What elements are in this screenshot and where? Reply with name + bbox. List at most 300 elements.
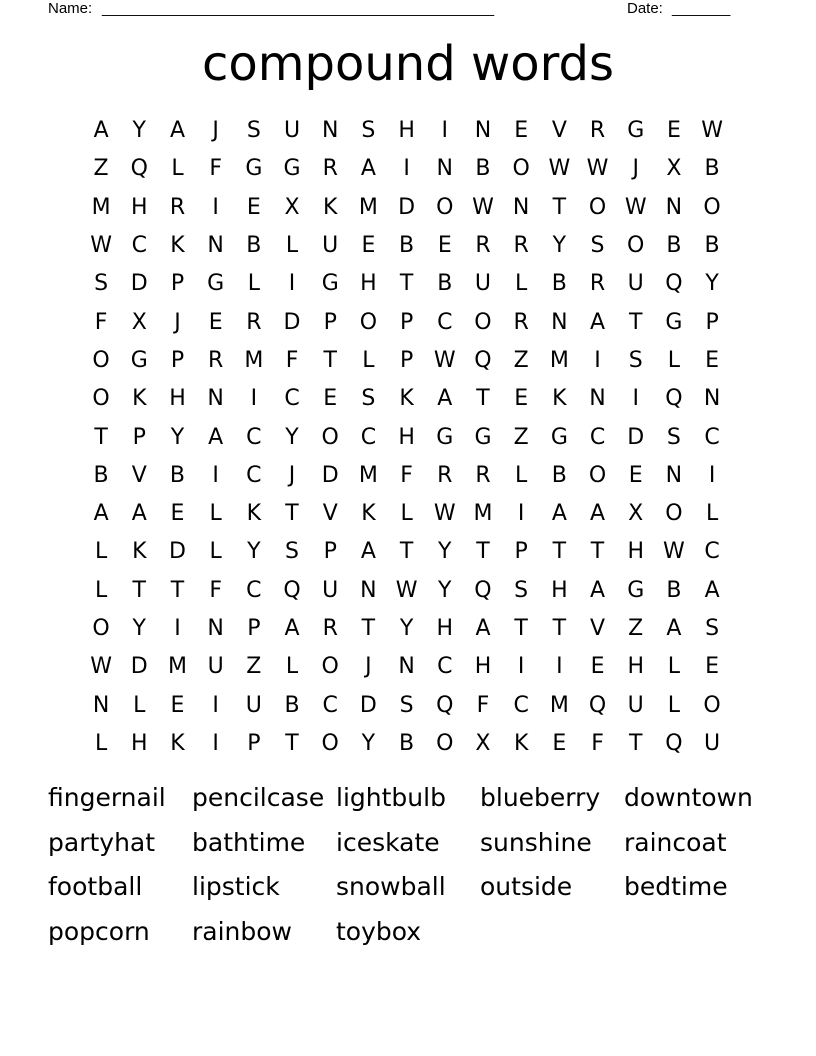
grid-letter[interactable]: Y	[399, 616, 414, 641]
grid-letter[interactable]: P	[170, 271, 185, 297]
grid-letter[interactable]: O	[321, 730, 339, 756]
grid-letter[interactable]: W	[433, 347, 456, 373]
grid-letter[interactable]: K	[552, 386, 567, 412]
grid-letter[interactable]: P	[399, 309, 414, 335]
grid-letter[interactable]: A	[208, 424, 224, 450]
grid-letter[interactable]: G	[436, 424, 454, 450]
grid-letter[interactable]: Y	[552, 233, 567, 259]
grid-letter[interactable]: P	[514, 539, 528, 565]
grid-letter[interactable]: R	[169, 194, 186, 220]
grid-letter[interactable]: I	[174, 616, 181, 641]
grid-letter[interactable]: T	[132, 577, 146, 603]
grid-letter[interactable]: V	[131, 462, 147, 488]
grid-letter[interactable]: E	[666, 118, 681, 144]
grid-letter[interactable]: K	[323, 194, 338, 220]
grid-letter[interactable]: S	[590, 233, 605, 259]
grid-letter[interactable]: D	[359, 692, 377, 718]
grid-letter[interactable]: H	[360, 271, 377, 297]
grid-letter[interactable]: G	[207, 271, 225, 297]
grid-letter[interactable]: F	[476, 692, 490, 718]
grid-letter[interactable]: C	[437, 654, 453, 680]
grid-letter[interactable]: C	[246, 462, 262, 488]
grid-letter[interactable]: M	[358, 462, 378, 488]
grid-letter[interactable]: R	[246, 309, 262, 335]
grid-letter[interactable]: P	[132, 424, 146, 450]
grid-letter[interactable]: R	[513, 233, 529, 259]
grid-letter[interactable]: I	[517, 654, 525, 680]
grid-letter[interactable]: W	[624, 194, 647, 220]
grid-letter[interactable]: Z	[93, 156, 109, 182]
grid-letter[interactable]: G	[665, 309, 683, 335]
grid-letter[interactable]: Z	[513, 347, 529, 373]
grid-letter[interactable]: I	[212, 194, 219, 220]
grid-letter[interactable]: O	[359, 309, 378, 335]
grid-letter[interactable]: O	[703, 194, 721, 220]
grid-letter[interactable]: R	[437, 462, 453, 488]
grid-letter[interactable]: E	[705, 654, 720, 680]
grid-letter[interactable]: J	[288, 462, 296, 488]
grid-letter[interactable]: B	[551, 462, 567, 488]
grid-letter[interactable]: F	[94, 309, 108, 335]
grid-letter[interactable]: C	[246, 577, 262, 603]
grid-letter[interactable]: L	[94, 730, 108, 756]
grid-letter[interactable]: K	[513, 730, 529, 756]
grid-letter[interactable]: X	[666, 156, 682, 182]
grid-letter[interactable]: B	[93, 462, 109, 488]
grid-letter[interactable]: F	[400, 462, 413, 488]
grid-letter[interactable]: H	[551, 577, 568, 603]
grid-letter[interactable]: O	[92, 347, 110, 373]
date-field[interactable]: _______	[672, 0, 731, 17]
grid-letter[interactable]: M	[91, 194, 111, 220]
grid-letter[interactable]: N	[665, 194, 683, 220]
grid-letter[interactable]: S	[514, 577, 529, 603]
grid-letter[interactable]: S	[399, 692, 414, 718]
grid-letter[interactable]: B	[169, 462, 186, 488]
grid-letter[interactable]: P	[247, 616, 261, 641]
grid-letter[interactable]: P	[170, 347, 185, 373]
grid-letter[interactable]: O	[665, 501, 683, 527]
grid-letter[interactable]: X	[628, 501, 644, 527]
grid-letter[interactable]: E	[628, 462, 643, 488]
grid-letter[interactable]: X	[475, 730, 491, 756]
grid-letter[interactable]: A	[551, 501, 567, 527]
grid-letter[interactable]: A	[360, 539, 376, 565]
grid-letter[interactable]: L	[362, 347, 375, 373]
grid-letter[interactable]: N	[665, 462, 683, 488]
grid-letter[interactable]: U	[322, 577, 339, 603]
grid-letter[interactable]: Y	[705, 271, 719, 297]
grid-letter[interactable]: C	[360, 424, 377, 450]
grid-letter[interactable]: G	[245, 156, 263, 182]
grid-letter[interactable]: R	[322, 616, 338, 641]
grid-letter[interactable]: S	[666, 424, 681, 450]
grid-row	[82, 457, 734, 495]
grid-letter[interactable]: I	[288, 271, 296, 297]
grid-letter[interactable]: M	[549, 692, 569, 718]
grid-letter[interactable]: E	[552, 730, 567, 756]
grid-letter[interactable]: K	[399, 386, 414, 412]
grid-letter[interactable]: U	[245, 692, 262, 718]
grid-letter[interactable]: K	[170, 730, 185, 756]
grid-letter[interactable]: N	[436, 156, 454, 182]
grid-letter[interactable]: T	[285, 501, 299, 527]
grid-letter[interactable]: U	[704, 730, 721, 756]
grid-letter[interactable]: O	[92, 386, 110, 412]
grid-letter[interactable]: B	[666, 233, 682, 259]
grid-letter[interactable]: O	[512, 156, 530, 182]
grid-letter[interactable]: G	[130, 347, 148, 373]
grid-letter[interactable]: H	[131, 194, 148, 220]
grid-letter[interactable]: A	[475, 616, 491, 641]
grid-letter[interactable]: A	[93, 501, 109, 527]
grid-letter[interactable]: B	[399, 730, 415, 756]
grid-letter[interactable]: C	[513, 692, 529, 718]
name-field[interactable]: _______________________________________________	[102, 0, 495, 17]
grid-letter[interactable]: M	[244, 347, 264, 373]
grid-letter[interactable]: M	[549, 347, 569, 373]
grid-letter[interactable]: L	[515, 462, 528, 488]
grid-letter[interactable]: U	[283, 118, 301, 144]
grid-letter[interactable]: L	[285, 233, 299, 259]
grid-letter[interactable]: L	[400, 501, 413, 527]
grid-letter[interactable]: F	[285, 347, 299, 373]
grid-letter[interactable]: B	[666, 577, 682, 603]
grid-letter[interactable]: H	[169, 386, 186, 412]
grid-letter[interactable]: G	[283, 156, 301, 182]
grid-letter[interactable]: I	[212, 692, 219, 718]
grid-letter[interactable]: J	[174, 309, 181, 335]
grid-letter[interactable]: L	[667, 347, 681, 373]
page-title: compound words	[202, 36, 614, 92]
grid-letter[interactable]: V	[322, 501, 338, 527]
grid-letter[interactable]: I	[250, 386, 258, 412]
grid-letter[interactable]: W	[586, 156, 609, 182]
grid-letter[interactable]: A	[131, 501, 147, 527]
grid-letter[interactable]: C	[704, 424, 720, 450]
grid-letter[interactable]: Q	[474, 347, 492, 373]
grid-letter[interactable]: M	[473, 501, 493, 527]
grid-letter[interactable]: A	[590, 501, 606, 527]
grid-letter[interactable]: V	[590, 616, 606, 641]
grid-letter[interactable]: K	[361, 501, 376, 527]
grid-letter[interactable]: R	[589, 271, 606, 297]
grid-letter[interactable]: J	[632, 156, 639, 182]
grid-letter[interactable]: H	[627, 654, 644, 680]
grid-row	[82, 610, 734, 648]
grid-letter[interactable]: W	[395, 577, 418, 603]
grid-letter[interactable]: K	[132, 539, 147, 565]
grid-letter[interactable]: Y	[361, 730, 376, 756]
grid-letter[interactable]: E	[514, 118, 529, 144]
grid-letter[interactable]: C	[437, 309, 453, 335]
grid-letter[interactable]: O	[436, 730, 454, 756]
grid-letter[interactable]: E	[437, 233, 452, 259]
grid-letter[interactable]: D	[283, 309, 301, 335]
grid-letter[interactable]: E	[323, 386, 338, 412]
grid-letter[interactable]: T	[628, 730, 643, 756]
grid-letter[interactable]: Q	[665, 386, 683, 412]
grid-letter[interactable]: W	[663, 539, 685, 565]
grid-letter[interactable]: I	[517, 501, 525, 527]
grid-letter[interactable]: D	[130, 654, 148, 680]
grid-letter[interactable]: I	[632, 386, 639, 412]
grid-letter[interactable]: E	[208, 309, 223, 335]
grid-letter[interactable]: A	[93, 118, 109, 144]
grid-letter[interactable]: B	[399, 233, 415, 259]
grid-letter[interactable]: B	[246, 233, 262, 259]
grid-letter[interactable]: O	[588, 194, 607, 220]
grid-letter[interactable]: O	[436, 194, 454, 220]
grid-letter[interactable]: A	[360, 156, 376, 182]
grid-letter[interactable]: U	[207, 654, 224, 680]
grid-letter[interactable]: Y	[285, 424, 299, 450]
grid-row	[82, 533, 734, 571]
grid-letter[interactable]: Q	[665, 271, 683, 297]
grid-letter[interactable]: H	[398, 424, 415, 450]
grid-letter[interactable]: H	[131, 730, 148, 756]
grid-letter[interactable]: U	[627, 271, 644, 297]
grid-letter[interactable]: L	[209, 501, 222, 527]
grid-letter[interactable]: B	[284, 692, 300, 718]
grid-letter[interactable]: Q	[283, 577, 301, 603]
grid-letter[interactable]: N	[474, 118, 492, 144]
grid-letter[interactable]: H	[474, 654, 492, 680]
grid-letter[interactable]: L	[667, 654, 681, 680]
grid-letter[interactable]: H	[627, 539, 644, 565]
grid-letter[interactable]: L	[133, 692, 146, 718]
grid-letter[interactable]: Z	[513, 424, 529, 450]
grid-letter[interactable]: Q	[588, 692, 607, 718]
grid-letter[interactable]: T	[476, 539, 490, 565]
grid-letter[interactable]: O	[703, 692, 721, 718]
grid-letter[interactable]: L	[247, 271, 260, 297]
grid-letter[interactable]: I	[594, 347, 601, 373]
grid-letter[interactable]: E	[170, 692, 185, 718]
grid-letter[interactable]: Y	[132, 118, 146, 144]
grid-letter[interactable]: W	[90, 233, 112, 259]
grid-letter[interactable]: B	[551, 271, 567, 297]
grid-letter[interactable]: A	[590, 577, 606, 603]
grid-letter[interactable]: S	[705, 616, 720, 641]
grid-letter[interactable]: N	[589, 386, 606, 412]
grid-letter[interactable]: C	[322, 692, 338, 718]
grid-letter[interactable]: C	[704, 539, 720, 565]
grid-letter[interactable]: W	[433, 501, 456, 527]
grid-letter[interactable]: L	[94, 577, 108, 603]
grid-letter[interactable]: G	[627, 118, 645, 144]
grid-letter[interactable]: N	[360, 577, 377, 603]
grid-row	[82, 648, 734, 686]
grid-letter[interactable]: B	[475, 156, 491, 182]
grid-letter[interactable]: I	[441, 118, 449, 144]
grid-letter[interactable]: E	[705, 347, 720, 373]
grid-row	[82, 572, 734, 610]
grid-letter[interactable]: L	[94, 539, 108, 565]
grid-letter[interactable]: W	[472, 194, 494, 220]
grid-letter[interactable]: S	[628, 347, 643, 373]
grid-letter[interactable]: Y	[170, 424, 185, 450]
grid-letter[interactable]: I	[556, 654, 563, 680]
grid-letter[interactable]: N	[512, 194, 530, 220]
grid-row	[82, 303, 734, 341]
grid-letter[interactable]: N	[207, 616, 224, 641]
grid-letter[interactable]: O	[474, 309, 492, 335]
grid-letter[interactable]: H	[398, 118, 415, 144]
grid-letter[interactable]: X	[131, 309, 147, 335]
grid-letter[interactable]: S	[285, 539, 300, 565]
grid-letter[interactable]: T	[94, 424, 108, 450]
grid-letter[interactable]: N	[551, 309, 568, 335]
grid-letter[interactable]: G	[321, 271, 339, 297]
grid-letter[interactable]: O	[627, 233, 645, 259]
grid-letter[interactable]: J	[212, 118, 219, 144]
grid-letter[interactable]: B	[704, 233, 720, 259]
grid-letter[interactable]: S	[361, 118, 376, 144]
grid-letter[interactable]: O	[321, 654, 339, 680]
grid-letter[interactable]: S	[94, 271, 109, 297]
word-list-item: sunshine	[480, 827, 592, 857]
grid-letter[interactable]: O	[588, 462, 607, 488]
grid-letter[interactable]: A	[704, 577, 720, 603]
grid-letter[interactable]: B	[437, 271, 453, 297]
grid-letter[interactable]: C	[131, 233, 147, 259]
grid-letter[interactable]: C	[284, 386, 300, 412]
grid-letter[interactable]: H	[436, 616, 454, 641]
grid-letter[interactable]: Q	[130, 156, 148, 182]
grid-letter[interactable]: L	[667, 692, 681, 718]
grid-letter[interactable]: A	[169, 118, 185, 144]
grid-letter[interactable]: L	[705, 501, 719, 527]
grid-letter[interactable]: F	[209, 156, 222, 182]
grid-letter[interactable]: W	[701, 118, 723, 144]
grid-letter[interactable]: A	[590, 309, 606, 335]
grid-letter[interactable]: D	[398, 194, 416, 220]
grid-letter[interactable]: R	[208, 347, 224, 373]
grid-row	[82, 265, 734, 303]
grid-letter[interactable]: T	[399, 539, 414, 565]
grid-letter[interactable]: L	[515, 271, 528, 297]
grid-letter[interactable]: B	[704, 156, 720, 182]
grid-letter[interactable]: W	[90, 654, 112, 680]
grid-letter[interactable]: J	[365, 654, 372, 680]
grid-letter[interactable]: P	[323, 309, 337, 335]
grid-letter[interactable]: Z	[628, 616, 644, 641]
grid-letter[interactable]: G	[550, 424, 568, 450]
grid-letter[interactable]: G	[474, 424, 492, 450]
grid-letter[interactable]: K	[132, 386, 147, 412]
grid-letter[interactable]: I	[212, 462, 219, 488]
grid-letter[interactable]: K	[246, 501, 262, 527]
grid-letter[interactable]: D	[168, 539, 186, 565]
grid-letter[interactable]: U	[474, 271, 492, 297]
grid-letter[interactable]: G	[627, 577, 645, 603]
grid-letter[interactable]: Y	[247, 539, 261, 565]
grid-letter[interactable]: E	[590, 654, 605, 680]
grid-letter[interactable]: R	[475, 233, 491, 259]
grid-letter[interactable]: X	[284, 194, 300, 220]
grid-letter[interactable]: S	[361, 386, 376, 412]
grid-letter[interactable]: W	[548, 156, 571, 182]
grid-letter[interactable]: D	[321, 462, 339, 488]
grid-letter[interactable]: V	[551, 118, 567, 144]
grid-letter[interactable]: L	[285, 654, 299, 680]
grid-letter[interactable]: Y	[132, 616, 146, 641]
grid-letter[interactable]: R	[589, 118, 606, 144]
grid-letter[interactable]: T	[514, 616, 528, 641]
grid-letter[interactable]: U	[627, 692, 644, 718]
grid-letter[interactable]: F	[209, 577, 222, 603]
grid-letter[interactable]: A	[284, 616, 300, 641]
grid-letter[interactable]: O	[92, 616, 110, 641]
grid-letter[interactable]: T	[628, 309, 643, 335]
grid-letter[interactable]: P	[705, 309, 719, 335]
grid-letter[interactable]: I	[212, 730, 219, 756]
grid-letter[interactable]: T	[552, 194, 567, 220]
grid-letter[interactable]: T	[285, 730, 299, 756]
grid-letter[interactable]: P	[247, 730, 261, 756]
grid-letter[interactable]: U	[322, 233, 339, 259]
grid-letter[interactable]: P	[399, 347, 414, 373]
grid-letter[interactable]: M	[167, 654, 187, 680]
grid-letter[interactable]: E	[246, 194, 261, 220]
grid-letter[interactable]: K	[170, 233, 185, 259]
grid-letter[interactable]: T	[361, 616, 376, 641]
grid-letter[interactable]: L	[209, 539, 222, 565]
grid-letter[interactable]: Y	[438, 539, 452, 565]
grid-letter[interactable]: D	[130, 271, 148, 297]
grid-letter[interactable]: R	[475, 462, 491, 488]
grid-letter[interactable]: N	[207, 233, 224, 259]
grid-letter[interactable]: N	[207, 386, 224, 412]
grid-letter[interactable]: T	[399, 271, 414, 297]
grid-letter[interactable]: Y	[438, 577, 452, 603]
grid-letter[interactable]: M	[358, 194, 378, 220]
grid-letter[interactable]: O	[321, 424, 339, 450]
grid-letter[interactable]: Q	[436, 692, 454, 718]
grid-letter[interactable]: I	[708, 462, 716, 488]
grid-letter[interactable]: T	[476, 386, 490, 412]
grid-letter[interactable]: Z	[246, 654, 262, 680]
grid-letter[interactable]: R	[513, 309, 529, 335]
grid-letter[interactable]: N	[92, 692, 110, 718]
grid-letter[interactable]: N	[321, 118, 339, 144]
grid-letter[interactable]: C	[246, 424, 262, 450]
grid-letter[interactable]: T	[590, 539, 605, 565]
grid-letter[interactable]: A	[666, 616, 682, 641]
grid-letter[interactable]: L	[171, 156, 184, 182]
grid-letter[interactable]: T	[552, 616, 567, 641]
grid-letter[interactable]: P	[323, 539, 337, 565]
grid-letter[interactable]: D	[627, 424, 645, 450]
grid-letter[interactable]: N	[703, 386, 721, 412]
grid-letter[interactable]: S	[246, 118, 261, 144]
grid-letter[interactable]: Q	[474, 577, 492, 603]
grid-letter[interactable]: T	[552, 539, 567, 565]
grid-letter[interactable]: T	[323, 347, 337, 373]
grid-letter[interactable]: E	[361, 233, 376, 259]
grid-letter[interactable]: I	[403, 156, 410, 182]
grid-letter[interactable]: N	[398, 654, 415, 680]
grid-letter[interactable]: E	[170, 501, 185, 527]
grid-letter[interactable]: E	[514, 386, 529, 412]
grid-letter[interactable]: Q	[665, 730, 683, 756]
grid-letter[interactable]: F	[591, 730, 604, 756]
grid-letter[interactable]: R	[322, 156, 338, 182]
grid-letter[interactable]: C	[589, 424, 606, 450]
grid-letter[interactable]: T	[170, 577, 185, 603]
grid-letter[interactable]: A	[437, 386, 453, 412]
